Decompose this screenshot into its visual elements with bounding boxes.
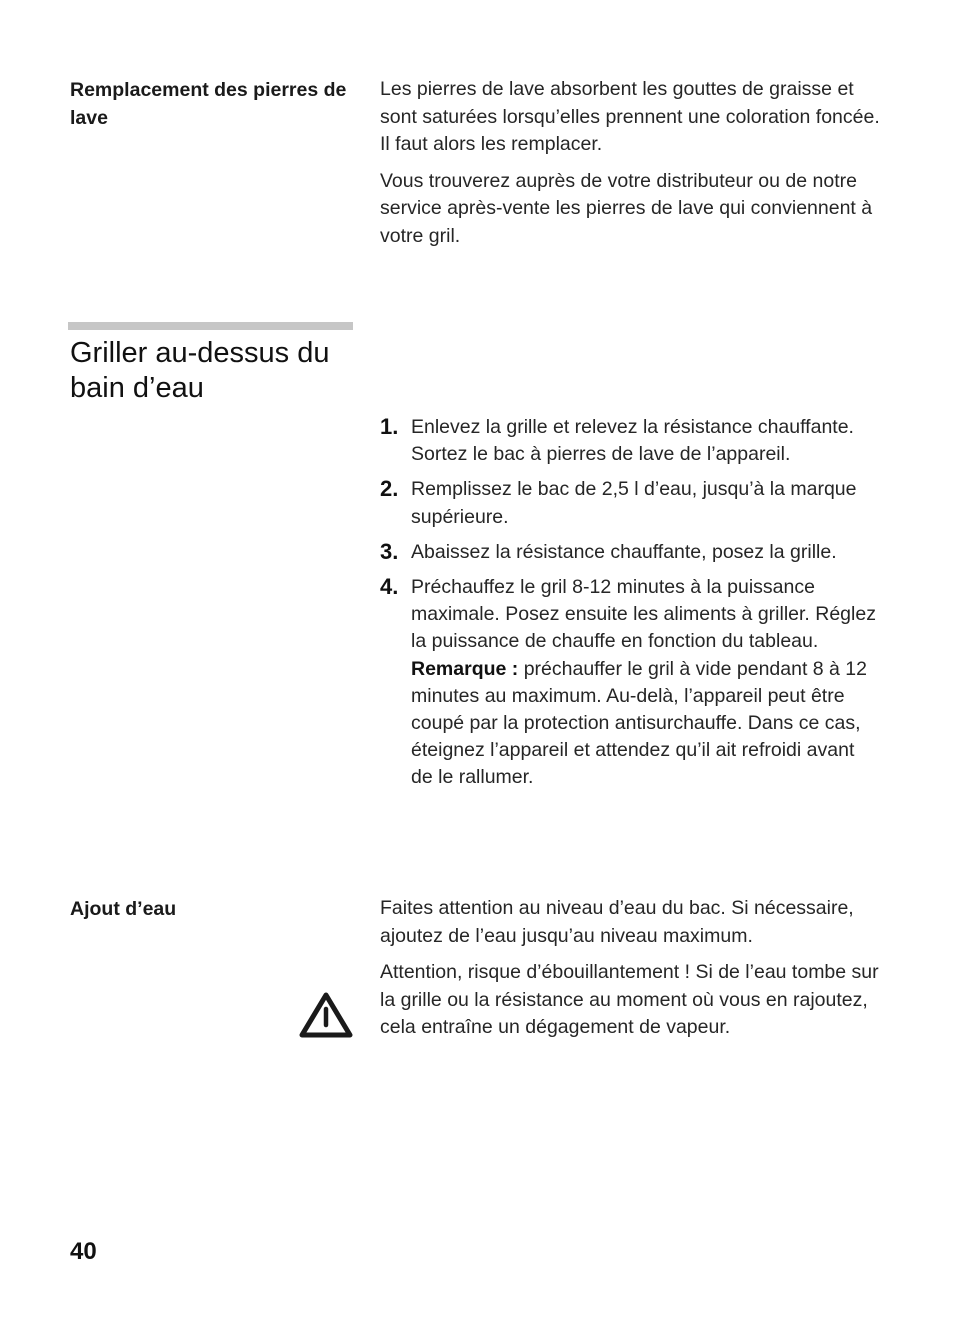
step-text: Abaissez la résistance chauffante, posez la grille. (411, 540, 837, 563)
list-item-step-2 (380, 476, 880, 530)
lava-stones-text (380, 76, 880, 250)
add-water-text (380, 895, 880, 1042)
step-number: 4. (380, 574, 399, 600)
list-item-step-3 (380, 539, 880, 566)
list-item-step-4 (380, 574, 880, 792)
step-number: 1. (380, 414, 399, 439)
step-number: 2. (380, 476, 399, 502)
section-title: Griller au-dessus du bain d’eau (70, 337, 330, 404)
section-heading-add-water: Ajout d’eau (70, 898, 177, 920)
section-heading-lava-stones: Remplacement des pierres de lave (70, 79, 347, 129)
warning-triangle-icon (298, 990, 354, 1040)
page-number: 40 (70, 1238, 97, 1265)
step-number: 3. (380, 538, 399, 564)
step-text: Enlevez la grille et relevez la résistance chauffante. Sortez le bac à pierres de lave de l’appareil. (411, 416, 854, 466)
warning-paragraph: Attention, risque d’ébouillantement ! Si de l’eau tombe sur la grille ou la résistance au moment où vous en rajoutez, cela entraîne un dégagement de vapeur. (380, 961, 879, 1038)
paragraph: Faites attention au niveau d’eau du bac. Si nécessaire, ajoutez de l’eau jusqu’au niveau maximum. (380, 897, 854, 947)
list-item-step-1 (380, 414, 880, 468)
step-text: Remplissez le bac de 2,5 l d’eau, jusqu’à la marque supérieure. (411, 478, 857, 528)
section-divider-bar (68, 322, 353, 330)
step-text: Préchauffez le gril 8-12 minutes à la puissance maximale. Posez ensuite les aliments à griller. Réglez la puissance de chauffe en fonction du tableau. (411, 576, 876, 653)
steps-list (380, 414, 880, 800)
paragraph: Vous trouverez auprès de votre distributeur ou de notre service après-vente les pierres de lave qui conviennent à votre gril. (380, 169, 873, 247)
note-text: préchauffer le gril à vide pendant 8 à 12 minutes au maximum. Au-delà, l’appareil peut être coupé par la protection antisurchauffe. Dans ce cas, éteignez l’appareil et attendez qu’il ait refroidi avant de le rallumer. (411, 657, 867, 789)
paragraph: Les pierres de lave absorbent les gouttes de graisse et sont saturées lorsqu’elles prennent une coloration foncée. Il faut alors les remplacer. (380, 78, 880, 155)
note-label: Remarque : (411, 657, 519, 680)
